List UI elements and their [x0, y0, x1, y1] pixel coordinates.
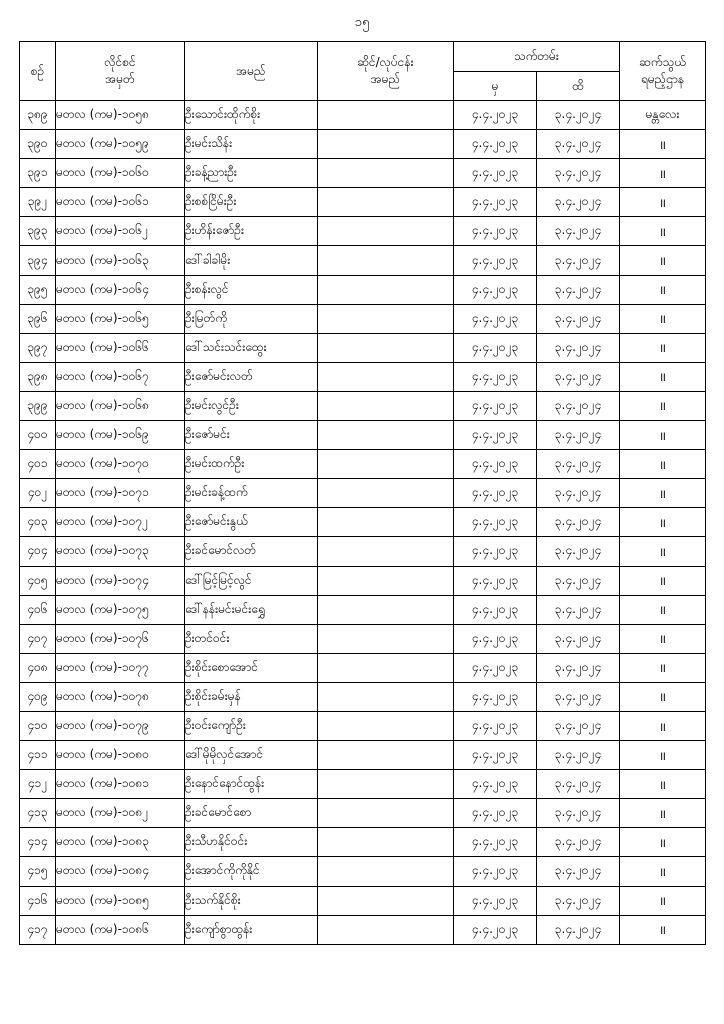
contact-office-cell: ॥ — [620, 915, 706, 944]
valid-from-cell: ၄.၄.၂၀၂၃ — [454, 362, 537, 391]
contact-office-cell: ॥ — [620, 450, 706, 479]
table-row — [20, 799, 706, 828]
serial-cell: ၃၉၄ — [20, 246, 56, 275]
table-row — [20, 421, 706, 450]
table-row — [20, 362, 706, 391]
valid-from-cell: ၄.၄.၂၀၂၃ — [454, 682, 537, 711]
header-shop-line2: အမည် — [370, 72, 401, 86]
license-number-cell: မတလ (ကမ)-၁၀၇၈ — [56, 682, 185, 711]
shop-name-cell — [318, 101, 454, 130]
table-row — [20, 682, 706, 711]
valid-to-cell: ၃.၄.၂၀၂၄ — [537, 479, 620, 508]
shop-name-cell — [318, 537, 454, 566]
table-body — [20, 101, 706, 945]
valid-from-cell: ၄.၄.၂၀၂၃ — [454, 741, 537, 770]
serial-cell: ၄၁၁ — [20, 741, 56, 770]
contact-office-cell: ॥ — [620, 304, 706, 333]
serial-cell: ၄၁၇ — [20, 915, 56, 944]
valid-from-cell: ၄.၄.၂၀၂၃ — [454, 391, 537, 420]
contact-office-cell: ॥ — [620, 159, 706, 188]
name-cell: ဦးမြတ်ကို — [185, 304, 318, 333]
header-license-line1: လိုင်စင် — [104, 55, 136, 69]
table-row — [20, 857, 706, 886]
license-number-cell: မတလ (ကမ)-၁၀၆၃ — [56, 246, 185, 275]
shop-name-cell — [318, 362, 454, 391]
valid-to-cell: ၃.၄.၂၀၂၄ — [537, 391, 620, 420]
serial-cell: ၄၀၇ — [20, 624, 56, 653]
shop-name-cell — [318, 711, 454, 740]
valid-to-cell: ၃.၄.၂၀၂၄ — [537, 275, 620, 304]
table-row — [20, 450, 706, 479]
license-number-cell: မတလ (ကမ)-၁၀၆၄ — [56, 275, 185, 304]
valid-to-cell: ၃.၄.၂၀၂၄ — [537, 741, 620, 770]
table-row — [20, 537, 706, 566]
contact-office-cell: ॥ — [620, 770, 706, 799]
serial-cell: ၃၉၃ — [20, 217, 56, 246]
license-number-cell: မတလ (ကမ)-၁၀၈၅ — [56, 886, 185, 915]
valid-to-cell: ၃.၄.၂၀၂၄ — [537, 682, 620, 711]
valid-from-cell: ၄.၄.၂၀၂၃ — [454, 828, 537, 857]
valid-from-cell: ၄.၄.၂၀၂၃ — [454, 595, 537, 624]
contact-office-cell: ॥ — [620, 130, 706, 159]
name-cell: ဒေါ်သင်းသင်းထွေး — [185, 333, 318, 362]
shop-name-cell — [318, 188, 454, 217]
header-validity: သက်တမ်း — [454, 42, 620, 72]
table-row — [20, 508, 706, 537]
shop-name-cell — [318, 130, 454, 159]
valid-from-cell: ၄.၄.၂၀၂၃ — [454, 770, 537, 799]
shop-name-cell — [318, 246, 454, 275]
serial-cell: ၃၉၆ — [20, 304, 56, 333]
table-row — [20, 101, 706, 130]
name-cell: ဦးဇော်မင်းလတ် — [185, 362, 318, 391]
name-cell: ဦးဇော်မင်း — [185, 421, 318, 450]
license-number-cell: မတလ (ကမ)-၁၀၇၄ — [56, 566, 185, 595]
valid-from-cell: ၄.၄.၂၀၂၃ — [454, 886, 537, 915]
table-row — [20, 711, 706, 740]
table-row — [20, 653, 706, 682]
valid-from-cell: ၄.၄.၂၀၂၃ — [454, 537, 537, 566]
contact-office-cell: ॥ — [620, 566, 706, 595]
shop-name-cell — [318, 595, 454, 624]
header-shop-name — [318, 42, 454, 101]
valid-to-cell: ၃.၄.၂၀၂၄ — [537, 624, 620, 653]
valid-from-cell: ၄.၄.၂၀၂၃ — [454, 275, 537, 304]
serial-cell: ၄၁၀ — [20, 711, 56, 740]
name-cell: ဦးကျော်စွာထွန်း — [185, 915, 318, 944]
valid-to-cell: ၃.၄.၂၀၂၄ — [537, 857, 620, 886]
name-cell: ဒေါ်မိုမိုလှင်အောင် — [185, 741, 318, 770]
serial-cell: ၃၉၉ — [20, 391, 56, 420]
header-license-line2: အမှတ် — [105, 72, 135, 86]
serial-cell: ၃၉၇ — [20, 333, 56, 362]
valid-to-cell: ၃.၄.၂၀၂၄ — [537, 101, 620, 130]
name-cell: ဒေါ်ခါခါမိုး — [185, 246, 318, 275]
valid-to-cell: ၃.၄.၂၀၂၄ — [537, 246, 620, 275]
contact-office-cell: ॥ — [620, 421, 706, 450]
name-cell: ဒေါ်နန်းမင်းမင်းရွှေ — [185, 595, 318, 624]
header-serial: စဉ် — [20, 42, 56, 101]
table-row — [20, 886, 706, 915]
license-number-cell: မတလ (ကမ)-၁၀၇၆ — [56, 624, 185, 653]
shop-name-cell — [318, 450, 454, 479]
license-number-cell: မတလ (ကမ)-၁၀၇၁ — [56, 479, 185, 508]
valid-from-cell: ၄.၄.၂၀၂၃ — [454, 217, 537, 246]
valid-to-cell: ၃.၄.၂၀၂၄ — [537, 566, 620, 595]
contact-office-cell: ॥ — [620, 508, 706, 537]
contact-office-cell: ॥ — [620, 362, 706, 391]
license-number-cell: မတလ (ကမ)-၁၀၆၇ — [56, 362, 185, 391]
name-cell: ဦးစိုင်းခမ်းမှန် — [185, 682, 318, 711]
valid-to-cell: ၃.၄.၂၀၂၄ — [537, 450, 620, 479]
serial-cell: ၄၁၂ — [20, 770, 56, 799]
serial-cell: ၄၁၅ — [20, 857, 56, 886]
header-row-top — [20, 42, 706, 72]
table-row — [20, 595, 706, 624]
contact-office-cell: ॥ — [620, 275, 706, 304]
name-cell: ဦးဝင်းကျော်ဦး — [185, 711, 318, 740]
header-license-number — [56, 42, 185, 101]
valid-to-cell: ၃.၄.၂၀၂၄ — [537, 799, 620, 828]
valid-from-cell: ၄.၄.၂၀၂၃ — [454, 711, 537, 740]
shop-name-cell — [318, 508, 454, 537]
table-row — [20, 391, 706, 420]
license-number-cell: မတလ (ကမ)-၁၀၆၀ — [56, 159, 185, 188]
license-number-cell: မတလ (ကမ)-၁၀၆၁ — [56, 188, 185, 217]
valid-to-cell: ၃.၄.၂၀၂၄ — [537, 711, 620, 740]
header-shop-line1: ဆိုင်/လုပ်ငန်း — [357, 55, 414, 69]
contact-office-cell: ॥ — [620, 624, 706, 653]
contact-office-cell: မန္တလေး — [620, 101, 706, 130]
license-number-cell: မတလ (ကမ)-၁၀၇၀ — [56, 450, 185, 479]
valid-from-cell: ၄.၄.၂၀၂၃ — [454, 421, 537, 450]
name-cell: ဦးဟိန်းဇော်ဦး — [185, 217, 318, 246]
valid-from-cell: ၄.၄.၂၀၂၃ — [454, 101, 537, 130]
name-cell: ဦးတင်ဝင်း — [185, 624, 318, 653]
shop-name-cell — [318, 275, 454, 304]
valid-to-cell: ၃.၄.၂၀၂၄ — [537, 653, 620, 682]
contact-office-cell: ॥ — [620, 711, 706, 740]
serial-cell: ၄၁၄ — [20, 828, 56, 857]
serial-cell: ၄၀၆ — [20, 595, 56, 624]
contact-office-cell: ॥ — [620, 653, 706, 682]
header-name: အမည် — [185, 42, 318, 101]
name-cell: ဦးခင်မောင်စော — [185, 799, 318, 828]
valid-to-cell: ၃.၄.၂၀၂၄ — [537, 421, 620, 450]
shop-name-cell — [318, 799, 454, 828]
shop-name-cell — [318, 886, 454, 915]
license-number-cell: မတလ (ကမ)-၁၀၆၉ — [56, 421, 185, 450]
table-row — [20, 275, 706, 304]
contact-office-cell: ॥ — [620, 217, 706, 246]
shop-name-cell — [318, 770, 454, 799]
name-cell: ဦးနောင်နောင်ထွန်း — [185, 770, 318, 799]
valid-from-cell: ၄.၄.၂၀၂၃ — [454, 159, 537, 188]
name-cell: ဦးသောင်းထိုက်စိုး — [185, 101, 318, 130]
license-number-cell: မတလ (ကမ)-၁၀၈၃ — [56, 828, 185, 857]
valid-from-cell: ၄.၄.၂၀၂၃ — [454, 566, 537, 595]
license-number-cell: မတလ (ကမ)-၁၀၆၅ — [56, 304, 185, 333]
valid-to-cell: ၃.၄.၂၀၂၄ — [537, 130, 620, 159]
name-cell: ဦးခင်မောင်လတ် — [185, 537, 318, 566]
shop-name-cell — [318, 159, 454, 188]
license-number-cell: မတလ (ကမ)-၁၀၅၉ — [56, 130, 185, 159]
shop-name-cell — [318, 915, 454, 944]
contact-office-cell: ॥ — [620, 479, 706, 508]
table-row — [20, 159, 706, 188]
license-number-cell: မတလ (ကမ)-၁၀၆၈ — [56, 391, 185, 420]
contact-office-cell: ॥ — [620, 537, 706, 566]
name-cell: ဦးမင်းထက်ဦး — [185, 450, 318, 479]
table-row — [20, 333, 706, 362]
valid-to-cell: ၃.၄.၂၀၂၄ — [537, 159, 620, 188]
valid-to-cell: ၃.၄.၂၀၂၄ — [537, 537, 620, 566]
serial-cell: ၃၉၅ — [20, 275, 56, 304]
serial-cell: ၄၀၀ — [20, 421, 56, 450]
table-row — [20, 624, 706, 653]
name-cell: ဦးဇော်မင်းနွယ် — [185, 508, 318, 537]
serial-cell: ၄၀၈ — [20, 653, 56, 682]
valid-to-cell: ၃.၄.၂၀၂၄ — [537, 770, 620, 799]
valid-from-cell: ၄.၄.၂၀၂၃ — [454, 188, 537, 217]
shop-name-cell — [318, 333, 454, 362]
table-row — [20, 770, 706, 799]
license-number-cell: မတလ (ကမ)-၁၀၇၂ — [56, 508, 185, 537]
serial-cell: ၄၀၂ — [20, 479, 56, 508]
serial-cell: ၃၉၈ — [20, 362, 56, 391]
header-contact-line1: ဆက်သွယ် — [639, 55, 686, 69]
shop-name-cell — [318, 741, 454, 770]
shop-name-cell — [318, 857, 454, 886]
name-cell: ဦးစန်းလွင် — [185, 275, 318, 304]
table-row — [20, 828, 706, 857]
table-row — [20, 915, 706, 944]
valid-from-cell: ၄.၄.၂၀၂၃ — [454, 624, 537, 653]
shop-name-cell — [318, 828, 454, 857]
contact-office-cell: ॥ — [620, 799, 706, 828]
valid-from-cell: ၄.၄.၂၀၂၃ — [454, 799, 537, 828]
serial-cell: ၄၀၃ — [20, 508, 56, 537]
serial-cell: ၃၈၉ — [20, 101, 56, 130]
page-number: ၁၅ — [354, 15, 370, 30]
shop-name-cell — [318, 624, 454, 653]
valid-to-cell: ၃.၄.၂၀၂၄ — [537, 915, 620, 944]
contact-office-cell: ॥ — [620, 741, 706, 770]
header-contact-line2: ရမည့်ဌာန — [640, 72, 685, 86]
license-number-cell: မတလ (ကမ)-၁၀၇၉ — [56, 711, 185, 740]
contact-office-cell: ॥ — [620, 595, 706, 624]
name-cell: ဦးသီဟနိုင်ဝင်း — [185, 828, 318, 857]
table-row — [20, 130, 706, 159]
contact-office-cell: ॥ — [620, 333, 706, 362]
table-header — [20, 42, 706, 101]
serial-cell: ၃၉၁ — [20, 159, 56, 188]
valid-to-cell: ၃.၄.၂၀၂၄ — [537, 362, 620, 391]
valid-from-cell: ၄.၄.၂၀၂၃ — [454, 857, 537, 886]
contact-office-cell: ॥ — [620, 857, 706, 886]
serial-cell: ၄၁၃ — [20, 799, 56, 828]
name-cell: ဦးအောင်ကိုကိုနိုင် — [185, 857, 318, 886]
valid-from-cell: ၄.၄.၂၀၂၃ — [454, 130, 537, 159]
valid-from-cell: ၄.၄.၂၀၂၃ — [454, 508, 537, 537]
serial-cell: ၄၁၆ — [20, 886, 56, 915]
valid-to-cell: ၃.၄.၂၀၂၄ — [537, 217, 620, 246]
valid-to-cell: ၃.၄.၂၀၂၄ — [537, 188, 620, 217]
table-row — [20, 217, 706, 246]
shop-name-cell — [318, 566, 454, 595]
valid-from-cell: ၄.၄.၂၀၂၃ — [454, 479, 537, 508]
valid-from-cell: ၄.၄.၂၀၂၃ — [454, 304, 537, 333]
header-contact-office — [620, 42, 706, 101]
shop-name-cell — [318, 682, 454, 711]
shop-name-cell — [318, 304, 454, 333]
name-cell: ဦးမင်းလွင်ဦး — [185, 391, 318, 420]
table-row — [20, 479, 706, 508]
name-cell: ဒေါ်မြင့်မြင့်လွင် — [185, 566, 318, 595]
valid-to-cell: ၃.၄.၂၀၂၄ — [537, 886, 620, 915]
valid-from-cell: ၄.၄.၂၀၂၃ — [454, 246, 537, 275]
license-number-cell: မတလ (ကမ)-၁၀၈၆ — [56, 915, 185, 944]
valid-to-cell: ၃.၄.၂၀၂၄ — [537, 828, 620, 857]
shop-name-cell — [318, 479, 454, 508]
shop-name-cell — [318, 653, 454, 682]
contact-office-cell: ॥ — [620, 828, 706, 857]
contact-office-cell: ॥ — [620, 682, 706, 711]
table-row — [20, 566, 706, 595]
valid-from-cell: ၄.၄.၂၀၂၃ — [454, 653, 537, 682]
valid-to-cell: ၃.၄.၂၀၂၄ — [537, 595, 620, 624]
header-to: ထိ — [537, 72, 620, 101]
license-register-table — [19, 41, 706, 945]
license-number-cell: မတလ (ကမ)-၁၀၇၇ — [56, 653, 185, 682]
serial-cell: ၃၉၀ — [20, 130, 56, 159]
contact-office-cell: ॥ — [620, 886, 706, 915]
license-number-cell: မတလ (ကမ)-၁၀၈၄ — [56, 857, 185, 886]
name-cell: ဦးမင်းသိန်း — [185, 130, 318, 159]
table-row — [20, 188, 706, 217]
license-number-cell: မတလ (ကမ)-၁၀၈၂ — [56, 799, 185, 828]
valid-to-cell: ၃.၄.၂၀၂၄ — [537, 304, 620, 333]
table-row — [20, 304, 706, 333]
license-number-cell: မတလ (ကမ)-၁၀၈၀ — [56, 741, 185, 770]
valid-from-cell: ၄.၄.၂၀၂၃ — [454, 450, 537, 479]
name-cell: ဦးမင်းခန့်ထက် — [185, 479, 318, 508]
valid-to-cell: ၃.၄.၂၀၂၄ — [537, 508, 620, 537]
shop-name-cell — [318, 421, 454, 450]
license-number-cell: မတလ (ကမ)-၁၀၆၂ — [56, 217, 185, 246]
shop-name-cell — [318, 217, 454, 246]
serial-cell: ၄၀၁ — [20, 450, 56, 479]
license-number-cell: မတလ (ကမ)-၁၀၇၃ — [56, 537, 185, 566]
name-cell: ဦးစိုင်းစောအောင် — [185, 653, 318, 682]
contact-office-cell: ॥ — [620, 188, 706, 217]
valid-from-cell: ၄.၄.၂၀၂၃ — [454, 333, 537, 362]
license-number-cell: မတလ (ကမ)-၁၀၈၁ — [56, 770, 185, 799]
serial-cell: ၃၉၂ — [20, 188, 56, 217]
name-cell: ဦးသက်နိုင်စိုး — [185, 886, 318, 915]
table-row — [20, 246, 706, 275]
license-number-cell: မတလ (ကမ)-၁၀၅၈ — [56, 101, 185, 130]
valid-to-cell: ၃.၄.၂၀၂၄ — [537, 333, 620, 362]
header-from: မှ — [454, 72, 537, 101]
license-number-cell: မတလ (ကမ)-၁၀၆၆ — [56, 333, 185, 362]
serial-cell: ၄၀၉ — [20, 682, 56, 711]
name-cell: ဦးစစ်ငြိမ်းဦး — [185, 188, 318, 217]
shop-name-cell — [318, 391, 454, 420]
name-cell: ဦးခန့်ညားဦး — [185, 159, 318, 188]
license-number-cell: မတလ (ကမ)-၁၀၇၅ — [56, 595, 185, 624]
contact-office-cell: ॥ — [620, 391, 706, 420]
table-row — [20, 741, 706, 770]
valid-from-cell: ၄.၄.၂၀၂၃ — [454, 915, 537, 944]
serial-cell: ၄၀၄ — [20, 537, 56, 566]
contact-office-cell: ॥ — [620, 246, 706, 275]
serial-cell: ၄၀၅ — [20, 566, 56, 595]
